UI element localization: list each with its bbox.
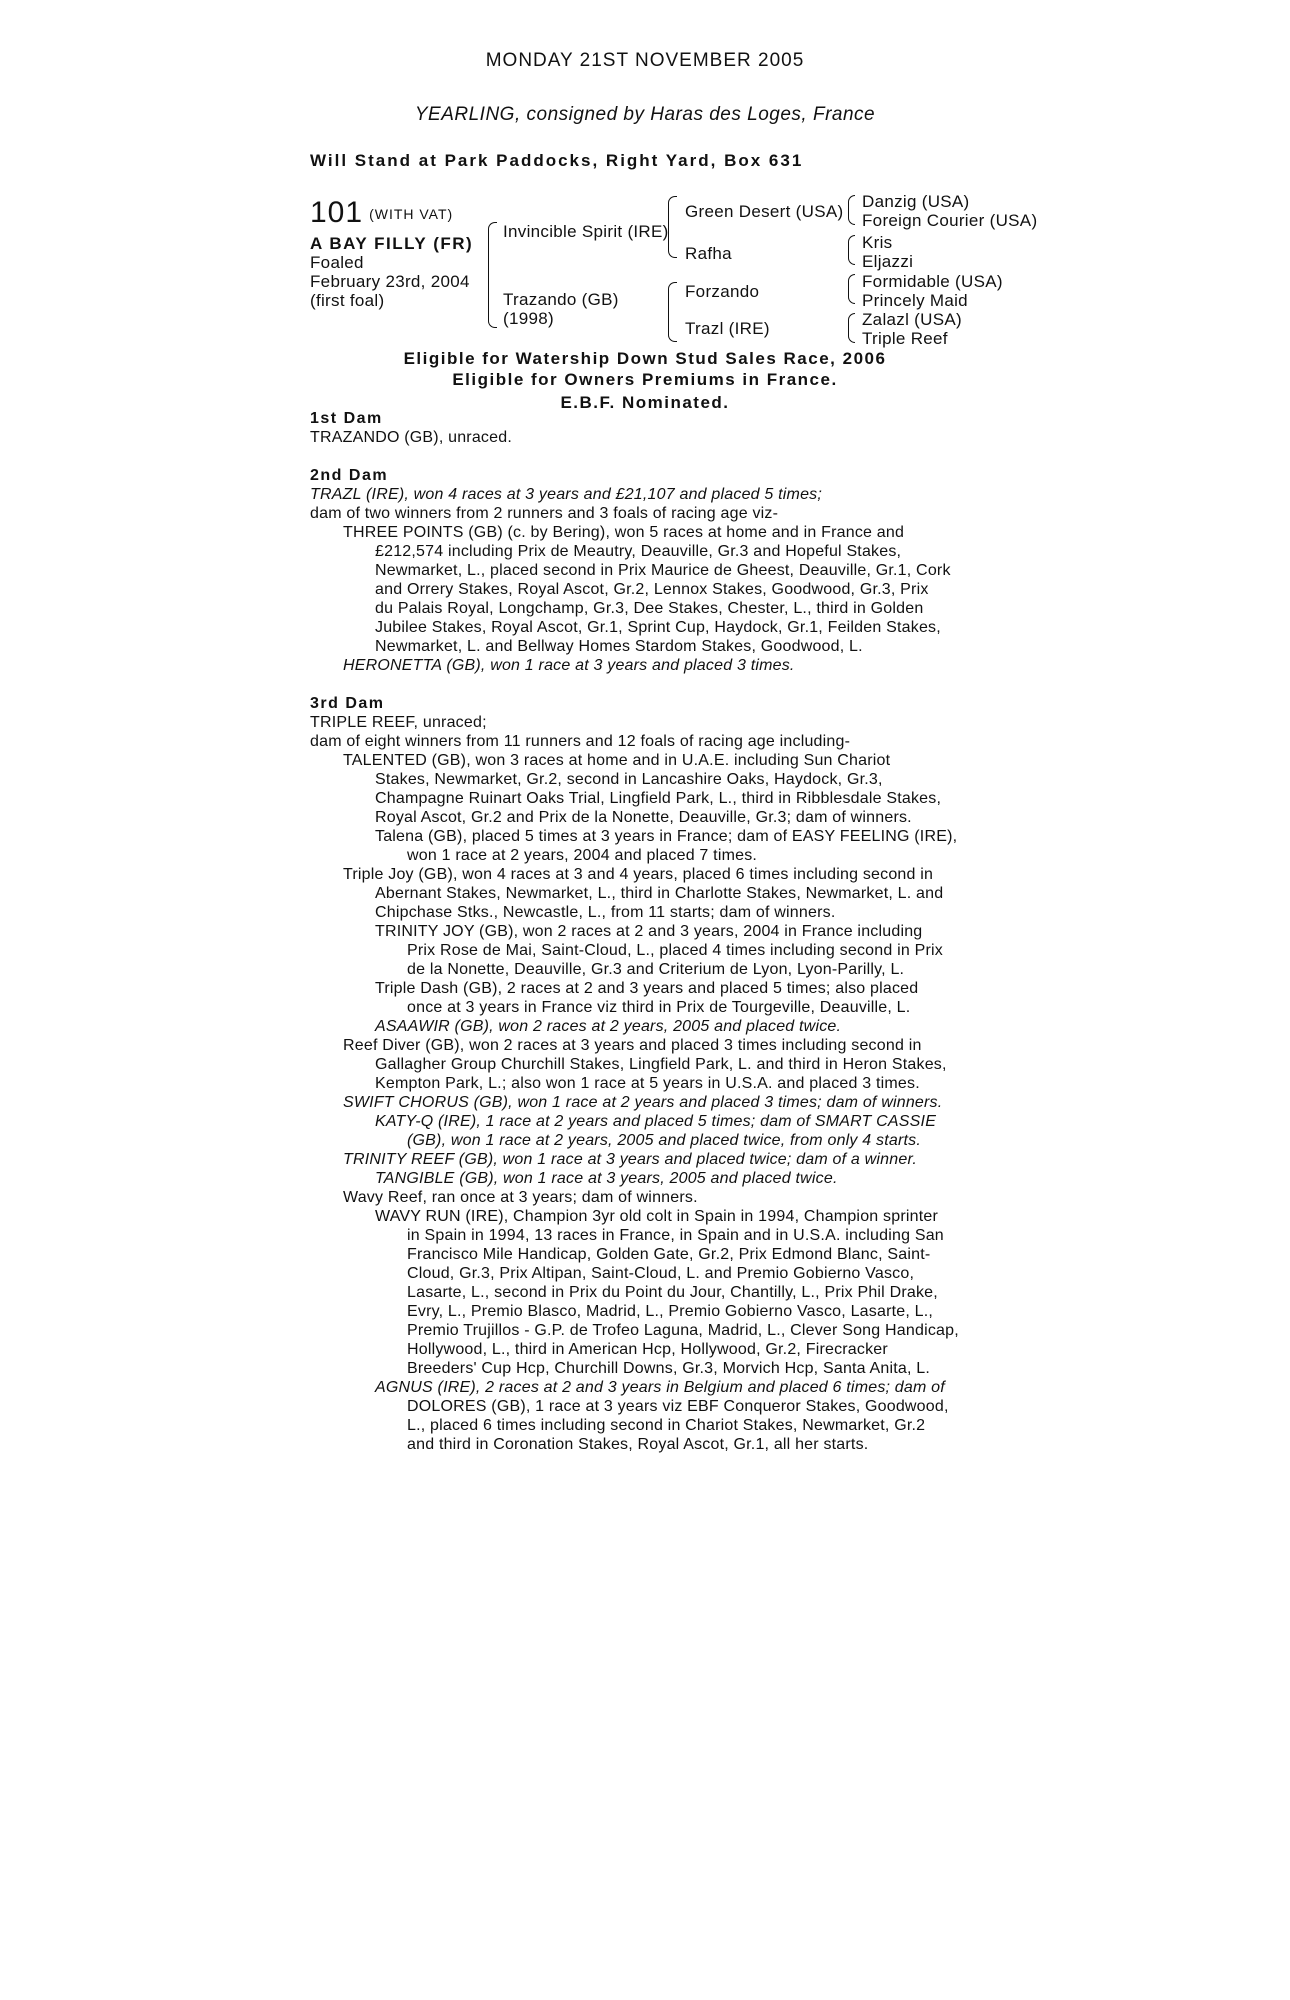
third-dam-heading: 3rd Dam (310, 695, 385, 712)
pedigree-gg: Kris (862, 233, 893, 252)
pedigree-dam-year: (1998) (503, 309, 554, 328)
lot-number-value: 101 (310, 196, 364, 229)
third-dam-line: TRIPLE REEF, unraced; (310, 714, 487, 731)
third-dam-line: Evry, L., Premio Blasco, Madrid, L., Premio Gobierno Vasco, Lasarte, L., (407, 1303, 934, 1320)
second-dam-line: £212,574 including Prix de Meautry, Deauville, Gr.3 and Hopeful Stakes, (375, 543, 902, 560)
third-dam-line: Talena (GB), placed 5 times at 3 years in France; dam of EASY FEELING (IRE), (375, 828, 958, 845)
third-dam-line: Stakes, Newmarket, Gr.2, second in Lancashire Oaks, Haydock, Gr.3, (375, 771, 883, 788)
eligibility-line: E.B.F. Nominated. (560, 393, 730, 412)
eligibility-line: Eligible for Owners Premiums in France. (452, 370, 838, 389)
consignment-line: YEARLING, consigned by Haras des Loges, France (414, 104, 876, 125)
foaled-date: February 23rd, 2004 (310, 272, 470, 291)
second-dam-line: Jubilee Stakes, Royal Ascot, Gr.1, Sprint Cup, Haydock, Gr.1, Feilden Stakes, (375, 619, 941, 636)
third-dam-line: Royal Ascot, Gr.2 and Prix de la Nonette, Deauville, Gr.3; dam of winners. (375, 809, 912, 826)
third-dam-line: Hollywood, L., third in American Hcp, Hollywood, Gr.2, Firecracker (407, 1341, 888, 1358)
second-dam-line: du Palais Royal, Longchamp, Gr.3, Dee Stakes, Chester, L., third in Golden (375, 600, 924, 617)
first-dam-text: TRAZANDO (GB), unraced. (310, 429, 512, 446)
third-dam-line: in Spain in 1994, 13 races in France, in Spain and in U.S.A. including San (407, 1227, 944, 1244)
pedigree-gg: Danzig (USA) (862, 192, 970, 211)
third-dam-line: and third in Coronation Stakes, Royal Ascot, Gr.1, all her starts. (407, 1436, 869, 1453)
third-dam-line: Francisco Mile Handicap, Golden Gate, Gr.2, Prix Edmond Blanc, Saint- (407, 1246, 931, 1263)
third-dam-line: TRINITY REEF (GB), won 1 race at 3 years and placed twice; dam of a winner. (343, 1151, 918, 1168)
third-dam-line: KATY-Q (IRE), 1 race at 2 years and placed 5 times; dam of SMART CASSIE (375, 1113, 937, 1130)
pedigree-gg: Eljazzi (862, 252, 914, 271)
pedigree-dam-dam: Trazl (IRE) (685, 319, 770, 338)
pedigree-gg: Princely Maid (862, 291, 968, 310)
third-dam-line: Reef Diver (GB), won 2 races at 3 years and placed 3 times including second in (343, 1037, 922, 1054)
pedigree-sire: Invincible Spirit (IRE) (503, 222, 669, 241)
sale-date: MONDAY 21ST NOVEMBER 2005 (485, 50, 805, 71)
third-dam-line: Triple Dash (GB), 2 races at 2 and 3 years and placed 5 times; also placed (375, 980, 919, 997)
first-foal-note: (first foal) (310, 291, 385, 310)
third-dam-line: Breeders' Cup Hcp, Churchill Downs, Gr.3, Morvich Hcp, Santa Anita, L. (407, 1360, 931, 1377)
pedigree-brace-gg4 (848, 313, 855, 343)
stand-location: Will Stand at Park Paddocks, Right Yard, Box 631 (310, 151, 804, 170)
third-dam-line: Wavy Reef, ran once at 3 years; dam of winners. (343, 1189, 698, 1206)
third-dam-line: Prix Rose de Mai, Saint-Cloud, L., placed 4 times including second in Prix (407, 942, 943, 959)
second-dam-line: and Orrery Stakes, Royal Ascot, Gr.2, Lennox Stakes, Goodwood, Gr.3, Prix (375, 581, 929, 598)
third-dam-line: AGNUS (IRE), 2 races at 2 and 3 years in Belgium and placed 6 times; dam of (375, 1379, 945, 1396)
pedigree-sire-sire: Green Desert (USA) (685, 202, 844, 221)
third-dam-line: won 1 race at 2 years, 2004 and placed 7 times. (407, 847, 758, 864)
horse-name: A BAY FILLY (FR) (310, 234, 474, 253)
pedigree-dam: Trazando (GB) (503, 290, 619, 309)
third-dam-line: Premio Trujillos - G.P. de Trofeo Laguna, Madrid, L., Clever Song Handicap, (407, 1322, 959, 1339)
third-dam-line: DOLORES (GB), 1 race at 3 years viz EBF Conqueror Stakes, Goodwood, (407, 1398, 949, 1415)
pedigree-gg: Foreign Courier (USA) (862, 211, 1038, 230)
third-dam-line: dam of eight winners from 11 runners and 12 foals of racing age including- (310, 733, 851, 750)
third-dam-line: Chipchase Stks., Newcastle, L., from 11 starts; dam of winners. (375, 904, 836, 921)
third-dam-line: WAVY RUN (IRE), Champion 3yr old colt in Spain in 1994, Champion sprinter (375, 1208, 938, 1225)
first-dam-heading: 1st Dam (310, 410, 383, 427)
pedigree-gg: Zalazl (USA) (862, 310, 962, 329)
third-dam-line: TRINITY JOY (GB), won 2 races at 2 and 3 years, 2004 in France including (375, 923, 923, 940)
pedigree-brace-dam (668, 282, 677, 342)
third-dam-line: ASAAWIR (GB), won 2 races at 2 years, 2005 and placed twice. (375, 1018, 842, 1035)
pedigree-brace-gg2 (848, 235, 855, 265)
third-dam-line: once at 3 years in France viz third in Prix de Tourgeville, Deauville, L. (407, 999, 911, 1016)
third-dam-line: Champagne Ruinart Oaks Trial, Lingfield Park, L., third in Ribblesdale Stakes, (375, 790, 942, 807)
eligibility-line: Eligible for Watership Down Stud Sales Race, 2006 (403, 349, 887, 368)
third-dam-line: TALENTED (GB), won 3 races at home and in U.A.E. including Sun Chariot (343, 752, 891, 769)
second-dam-line: Newmarket, L., placed second in Prix Maurice de Gheest, Deauville, Gr.1, Cork (375, 562, 951, 579)
third-dam-line: Lasarte, L., second in Prix du Point du Jour, Chantilly, L., Prix Phil Drake, (407, 1284, 938, 1301)
second-dam-line: HERONETTA (GB), won 1 race at 3 years and placed 3 times. (343, 657, 795, 674)
third-dam-line: (GB), won 1 race at 2 years, 2005 and placed twice, from only 4 starts. (407, 1132, 921, 1149)
third-dam-line: L., placed 6 times including second in Chariot Stakes, Newmarket, Gr.2 (407, 1417, 926, 1434)
third-dam-line: de la Nonette, Deauville, Gr.3 and Criterium de Lyon, Lyon-Parilly, L. (407, 961, 905, 978)
lot-number (310, 196, 453, 230)
second-dam-line: Newmarket, L. and Bellway Homes Stardom Stakes, Goodwood, L. (375, 638, 863, 655)
foaled-label: Foaled (310, 253, 364, 272)
pedigree-dam-sire: Forzando (685, 282, 760, 301)
third-dam-line: TANGIBLE (GB), won 1 race at 3 years, 2005 and placed twice. (375, 1170, 838, 1187)
third-dam-line: SWIFT CHORUS (GB), won 1 race at 2 years and placed 3 times; dam of winners. (343, 1094, 943, 1111)
third-dam-line: Gallagher Group Churchill Stakes, Lingfield Park, L. and third in Heron Stakes, (375, 1056, 947, 1073)
pedigree-gg: Triple Reef (862, 329, 948, 348)
pedigree-brace-main (488, 222, 497, 328)
third-dam-line: Triple Joy (GB), won 4 races at 3 and 4 years, placed 6 times including second in (343, 866, 934, 883)
pedigree-sire-dam: Rafha (685, 244, 732, 263)
pedigree-brace-sire (668, 196, 677, 258)
second-dam-line: TRAZL (IRE), won 4 races at 3 years and £21,107 and placed 5 times; (310, 486, 823, 503)
third-dam-line: Cloud, Gr.3, Prix Altipan, Saint-Cloud, L. and Premio Gobierno Vasco, (407, 1265, 915, 1282)
pedigree-brace-gg3 (848, 274, 855, 304)
vat-note: (WITH VAT) (369, 206, 454, 223)
second-dam-line: THREE POINTS (GB) (c. by Bering), won 5 races at home and in France and (343, 524, 905, 541)
pedigree-brace-gg1 (848, 195, 855, 225)
third-dam-line: Kempton Park, L.; also won 1 race at 5 years in U.S.A. and placed 3 times. (375, 1075, 920, 1092)
pedigree-gg: Formidable (USA) (862, 272, 1003, 291)
third-dam-line: Abernant Stakes, Newmarket, L., third in Charlotte Stakes, Newmarket, L. and (375, 885, 944, 902)
second-dam-line: dam of two winners from 2 runners and 3 foals of racing age viz- (310, 505, 779, 522)
second-dam-heading: 2nd Dam (310, 467, 389, 484)
